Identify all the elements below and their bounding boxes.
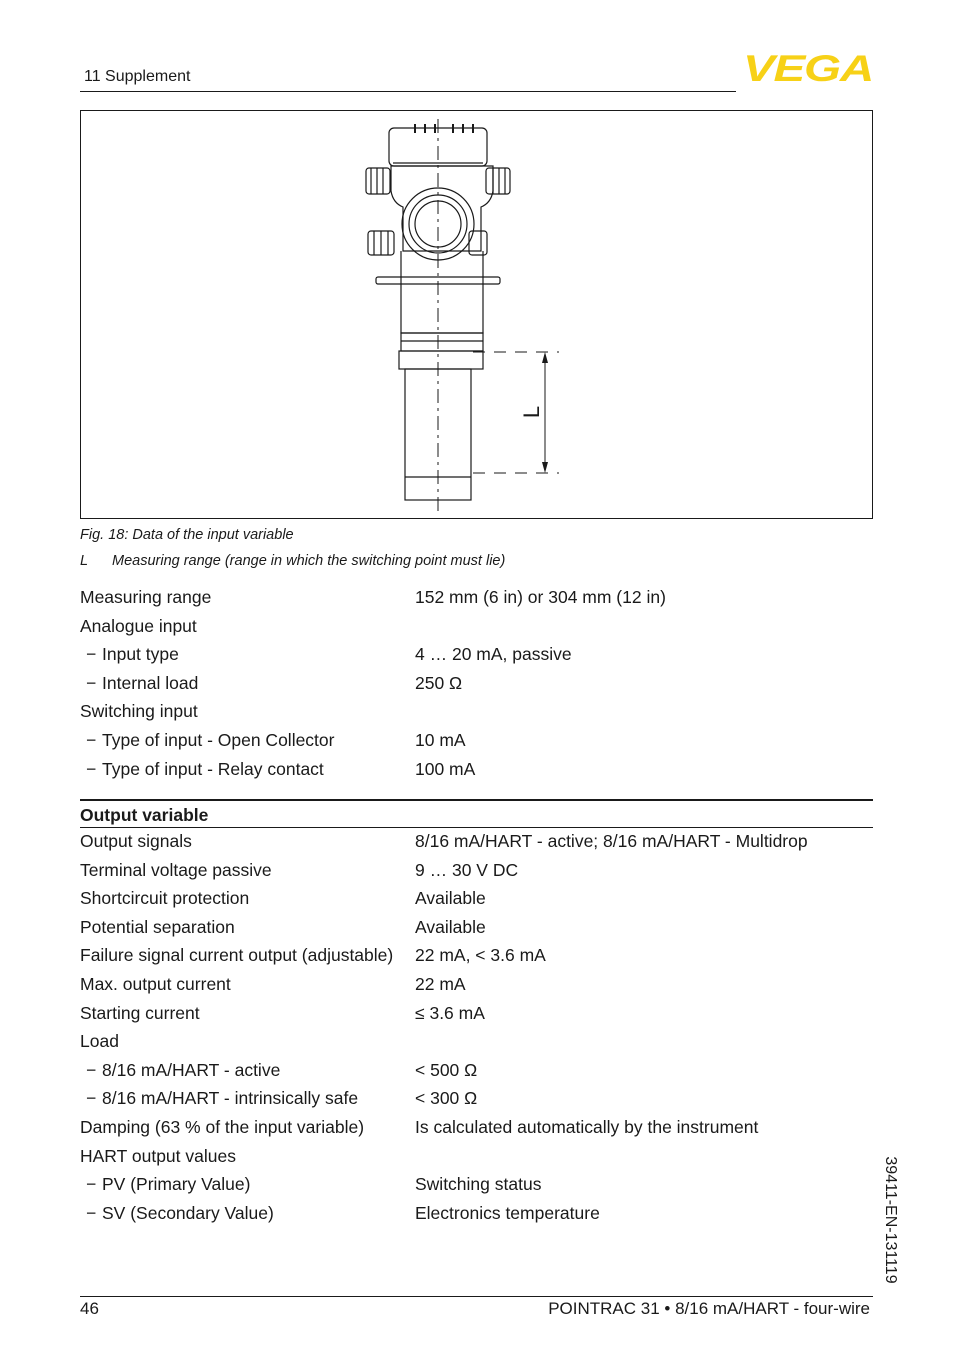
row-label-text: 8/16 mA/HART - intrinsically safe xyxy=(102,1088,359,1109)
table-row xyxy=(80,1174,873,1202)
section-label: 11 Supplement xyxy=(84,68,191,85)
row-value: < 500 Ω xyxy=(415,1059,478,1080)
row-label-text: SV (Secondary Value) xyxy=(102,1202,274,1223)
row-label-text: Shortcircuit protection xyxy=(80,888,250,909)
row-value: Available xyxy=(415,916,486,937)
list-dash: − xyxy=(86,730,97,750)
table-row xyxy=(80,945,873,973)
row-value: 8/16 mA/HART - active; 8/16 mA/HART - Multidrop xyxy=(415,831,808,851)
row-value: 152 mm (6 in) or 304 mm (12 in) xyxy=(415,587,666,607)
row-label xyxy=(80,1117,364,1138)
document-number xyxy=(873,1140,907,1300)
row-value: ≤ 3.6 mA xyxy=(415,1002,485,1023)
output-variable-heading: Output variable xyxy=(80,805,209,825)
table-row xyxy=(80,1003,873,1031)
sensor-drawing xyxy=(81,111,872,518)
page-number: 46 xyxy=(80,1299,99,1318)
row-label-text: Analogue input xyxy=(80,615,197,636)
list-dash: − xyxy=(86,758,97,779)
table-row xyxy=(80,730,873,758)
row-label-text: HART output values xyxy=(80,1145,236,1166)
list-dash: − xyxy=(86,1088,97,1109)
row-label-text: Measuring range xyxy=(80,587,212,607)
row-label-text: Max. output current xyxy=(80,974,231,994)
legend-text: Measuring range (range in which the switching point must lie) xyxy=(112,553,506,569)
row-value: Is calculated automatically by the instrument xyxy=(415,1117,759,1137)
row-label xyxy=(86,759,324,780)
list-dash: − xyxy=(86,1202,97,1223)
table-row xyxy=(80,701,873,729)
row-value: 22 mA, < 3.6 mA xyxy=(415,945,546,966)
row-label xyxy=(80,1031,119,1052)
footer-title: POINTRAC 31 • 8/16 mA/HART - four-wire xyxy=(548,1299,870,1318)
list-dash: − xyxy=(86,672,97,693)
footer-rule xyxy=(80,1296,873,1297)
list-dash: − xyxy=(86,1174,97,1195)
row-label xyxy=(80,945,393,966)
row-label-text: Type of input - Open Collector xyxy=(102,730,335,750)
cable-gland-icon xyxy=(486,168,510,194)
row-value: Switching status xyxy=(415,1174,542,1195)
table-row xyxy=(80,831,873,859)
row-label-text: Damping (63 % of the input variable) xyxy=(80,1117,365,1137)
row-label-text: PV (Primary Value) xyxy=(102,1174,251,1195)
row-label xyxy=(80,974,231,995)
list-dash: − xyxy=(86,644,97,665)
table-row xyxy=(80,1203,873,1231)
row-label-text: Output signals xyxy=(80,831,192,851)
row-value: 100 mA xyxy=(415,758,476,779)
table-row xyxy=(80,616,873,644)
document-number-text: 39411-EN-131119 xyxy=(882,1156,899,1284)
table-row xyxy=(80,673,873,701)
row-value: Available xyxy=(415,888,486,909)
row-value: 9 … 30 V DC xyxy=(415,859,519,880)
logo-wordmark: VEGA xyxy=(743,52,873,84)
list-dash: − xyxy=(86,1059,97,1080)
row-label xyxy=(86,1060,280,1081)
row-value: Electronics temperature xyxy=(415,1202,600,1223)
row-label xyxy=(86,1203,274,1224)
row-value: 4 … 20 mA, passive xyxy=(415,644,572,665)
row-label-text: Input type xyxy=(102,644,179,665)
table-row xyxy=(80,1146,873,1174)
table-row xyxy=(80,1088,873,1116)
table-row xyxy=(80,644,873,672)
row-label xyxy=(86,644,179,665)
table-row xyxy=(80,888,873,916)
table-row xyxy=(80,974,873,1002)
row-label xyxy=(80,860,272,881)
row-label-text: 8/16 mA/HART - active xyxy=(102,1059,281,1080)
row-label-text: Failure signal current output (adjustable) xyxy=(80,945,394,966)
row-label xyxy=(86,1174,250,1195)
row-label xyxy=(80,888,249,909)
row-label-text: Terminal voltage passive xyxy=(80,859,272,880)
row-label-text: Type of input - Relay contact xyxy=(102,758,324,779)
row-label-text: Load xyxy=(80,1031,119,1052)
row-label xyxy=(80,701,198,722)
table-row xyxy=(80,1031,873,1059)
table-row xyxy=(80,587,873,615)
header-rule xyxy=(80,91,736,92)
display-window xyxy=(402,188,474,260)
legend-key: L xyxy=(80,553,89,569)
row-label xyxy=(80,616,197,637)
row-value: 250 Ω xyxy=(415,672,463,693)
table-row xyxy=(80,1060,873,1088)
table-row xyxy=(80,1117,873,1145)
row-label xyxy=(80,917,235,938)
row-label xyxy=(80,587,211,608)
row-label-text: Internal load xyxy=(102,672,199,693)
figure-caption: Fig. 18: Data of the input variable xyxy=(80,527,294,543)
row-label-text: Potential separation xyxy=(80,916,235,937)
row-label xyxy=(80,1003,200,1024)
row-label-text: Switching input xyxy=(80,701,198,722)
figure-frame xyxy=(80,110,873,519)
vega-logo xyxy=(742,52,874,84)
row-label-text: Starting current xyxy=(80,1002,200,1023)
row-label xyxy=(86,673,198,694)
row-label xyxy=(80,1146,236,1167)
row-label xyxy=(80,831,192,852)
row-label xyxy=(86,730,334,751)
table-rule xyxy=(80,799,873,801)
row-label xyxy=(86,1088,358,1109)
table-row xyxy=(80,759,873,787)
table-row xyxy=(80,860,873,888)
table-row xyxy=(80,917,873,945)
housing-body xyxy=(391,166,493,251)
row-value: 10 mA xyxy=(415,730,466,750)
dimension-label-L: L xyxy=(519,405,544,419)
cable-gland-icon xyxy=(366,168,390,194)
row-value: < 300 Ω xyxy=(415,1088,478,1109)
row-value: 22 mA xyxy=(415,974,466,994)
table-rule xyxy=(80,827,873,828)
